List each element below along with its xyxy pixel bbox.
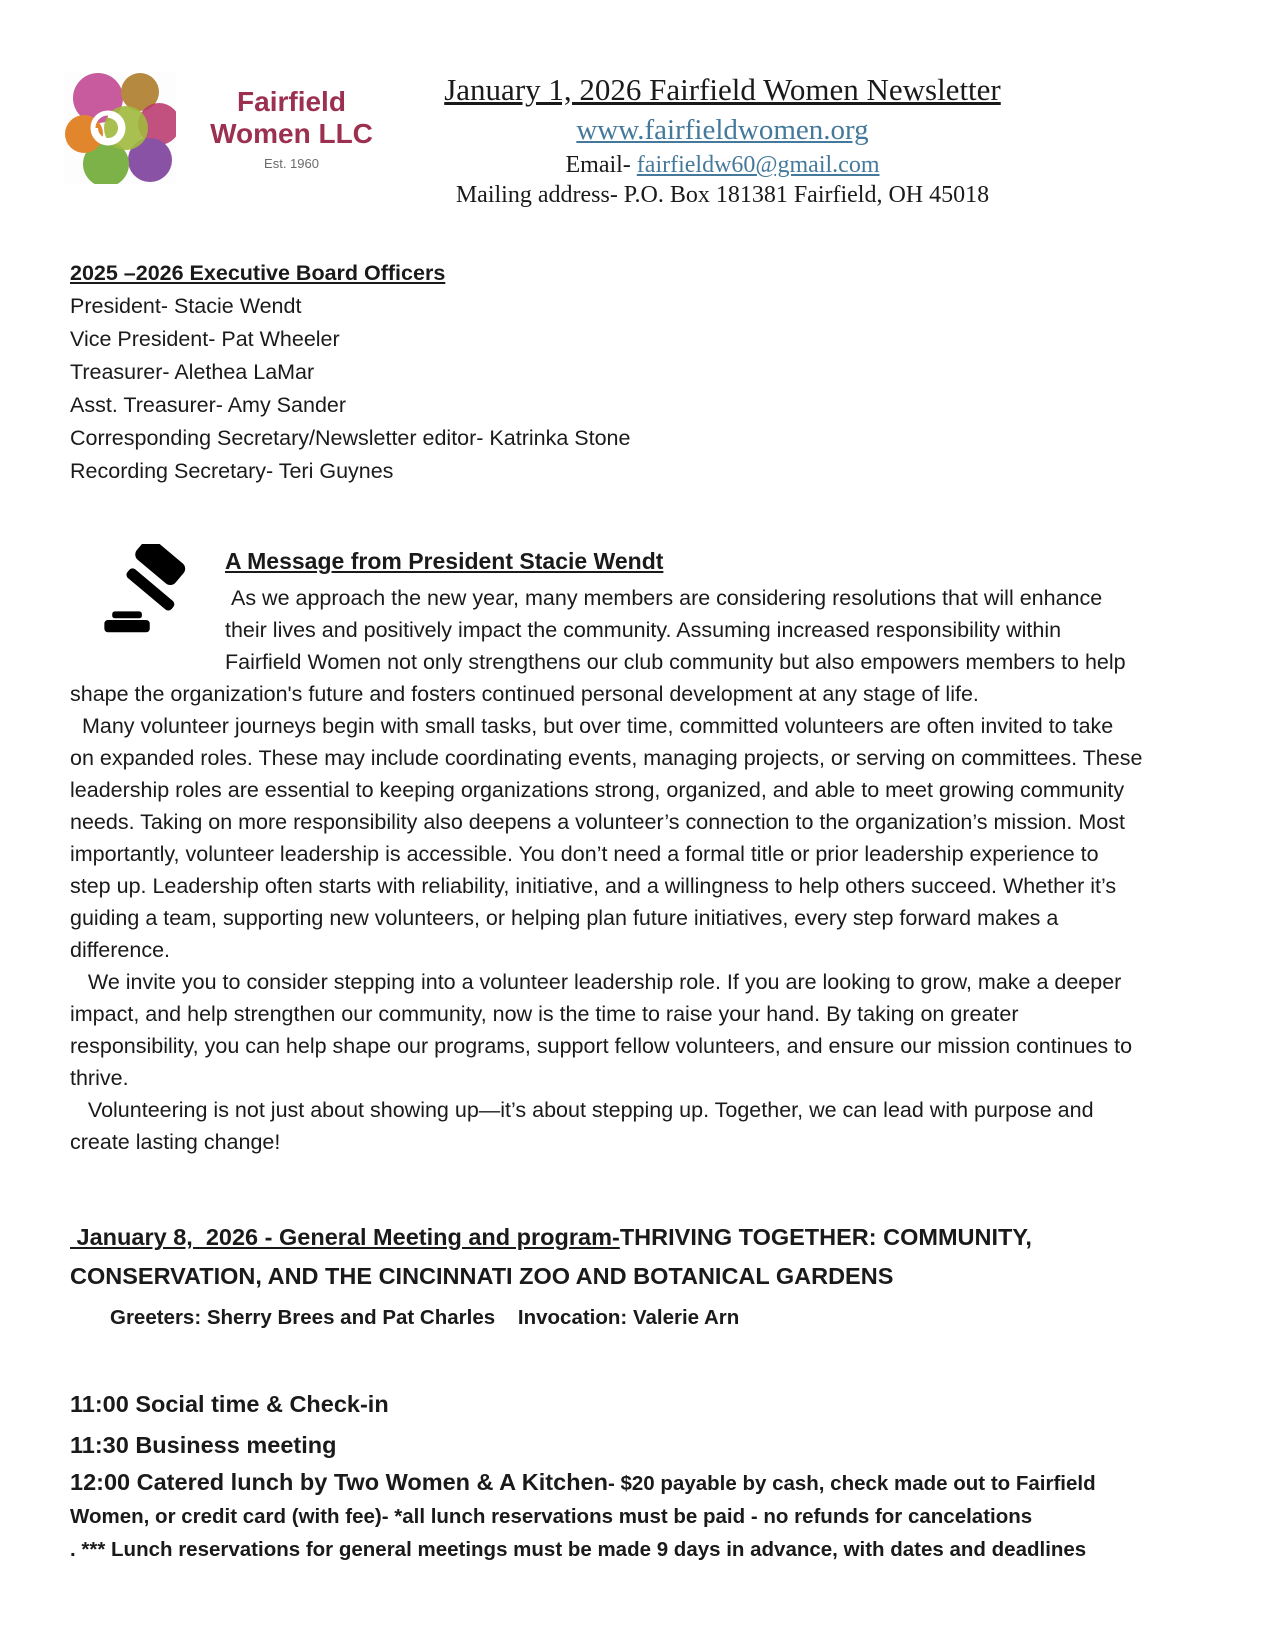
- logo-title: Fairfield Women LLC: [210, 85, 373, 149]
- email-label: Email-: [565, 152, 637, 178]
- officer-item-vice-president: Vice President- Pat Wheeler: [70, 327, 340, 351]
- lunch-details: - $20 payable by cash, check made out to Fairfield Women, or credit card (with fee)- *all lunch reservations must be paid - no refunds for cancelations: [70, 1472, 1102, 1528]
- president-message-section: [70, 544, 1149, 1158]
- email-link[interactable]: fairfieldw60@gmail.com: [636, 152, 880, 178]
- officer-item-treasurer: Treasurer- Alethea LaMar: [70, 360, 315, 384]
- officer-item-corresponding-secretary: Corresponding Secretary/Newsletter editor- Katrinka Stone: [70, 426, 631, 450]
- board-heading: 2025 –2026 Executive Board Officers: [70, 261, 446, 285]
- meeting-title-underlined: January 8, 2026 - General Meeting and program-: [70, 1224, 620, 1250]
- message-paragraph-1: As we approach the new year, many members are considering resolutions that will enhance their lives and positively impact the community. Assuming increased responsibility within Fairfield Women not only strengthens our club community but also empowers members to help shape the organization's future and fosters continued personal development at any stage of life.: [70, 586, 1132, 706]
- email-line: [305, 152, 1140, 179]
- schedule-item-social-time: 11:00 Social time & Check-in: [70, 1391, 389, 1417]
- lunch-reservation-note: . *** Lunch reservations for general meetings must be made 9 days in advance, with dates and deadlines: [70, 1538, 1087, 1561]
- website-link[interactable]: www.fairfieldwomen.org: [576, 114, 869, 146]
- website-row: [305, 114, 1140, 147]
- message-heading: A Message from President Stacie Wendt: [225, 548, 664, 574]
- board-section: [70, 257, 1145, 488]
- meeting-title-rest: THRIVING TOGETHER: COMMUNITY, CONSERVATION, AND THE CINCINNATI ZOO AND BOTANICAL GARDENS: [70, 1224, 1039, 1289]
- gavel-icon: [70, 544, 225, 648]
- fairfield-women-logo: [64, 72, 399, 184]
- officer-item-asst-treasurer: Asst. Treasurer- Amy Sander: [70, 393, 347, 417]
- officer-item-president: President- Stacie Wendt: [70, 294, 302, 318]
- logo-art-icon: [64, 72, 176, 184]
- message-paragraph-2: Many volunteer journeys begin with small tasks, but over time, committed volunteers are often invited to take on expanded roles. These may include coordinating events, managing projects, or serving on committees. These leadership roles are essential to keeping organizations strong, organized, and able to meet growing community needs. Taking on more responsibility also deepens a volunteer’s connection to the organization’s mission. Most importantly, volunteer leadership is accessible. You don’t need a formal title or prior leadership experience to step up. Leadership often starts with reliability, initiative, and a willingness to help others succeed. Whether it’s guiding a team, supporting new volunteers, or helping plan future initiatives, every step forward makes a difference.: [70, 714, 1149, 962]
- schedule-item-catered-lunch: [70, 1466, 1155, 1533]
- logo-text: [184, 86, 399, 171]
- lunch-lead: 12:00 Catered lunch by Two Women & A Kitchen: [70, 1469, 608, 1495]
- schedule-item-business-meeting: 11:30 Business meeting: [70, 1432, 337, 1458]
- message-paragraph-3: We invite you to consider stepping into a volunteer leadership role. If you are looking to grow, make a deeper impact, and help strengthen our community, now is the time to raise your hand. By taking on greater responsibility, you can help shape our programs, support fellow volunteers, and ensure our mission continues to thrive.: [70, 970, 1139, 1090]
- meeting-title: [70, 1218, 1155, 1296]
- greeters-invocation-line: Greeters: Sherry Brees and Pat Charles Invocation: Valerie Arn: [110, 1306, 740, 1329]
- officer-item-recording-secretary: Recording Secretary- Teri Guynes: [70, 459, 394, 483]
- header-text-block: [305, 70, 1140, 209]
- logo-subtitle: Est. 1960: [264, 155, 319, 171]
- mailing-address: Mailing address- P.O. Box 181381 Fairfield, OH 45018: [455, 182, 990, 208]
- schedule-section: [70, 1384, 1155, 1566]
- newsletter-header: [0, 0, 1275, 209]
- newsletter-title: January 1, 2026 Fairfield Women Newsletter: [444, 72, 1001, 107]
- message-paragraph-4: Volunteering is not just about showing up—it’s about stepping up. Together, we can lead with purpose and create lasting change!: [70, 1098, 1100, 1154]
- general-meeting-section: [70, 1218, 1155, 1330]
